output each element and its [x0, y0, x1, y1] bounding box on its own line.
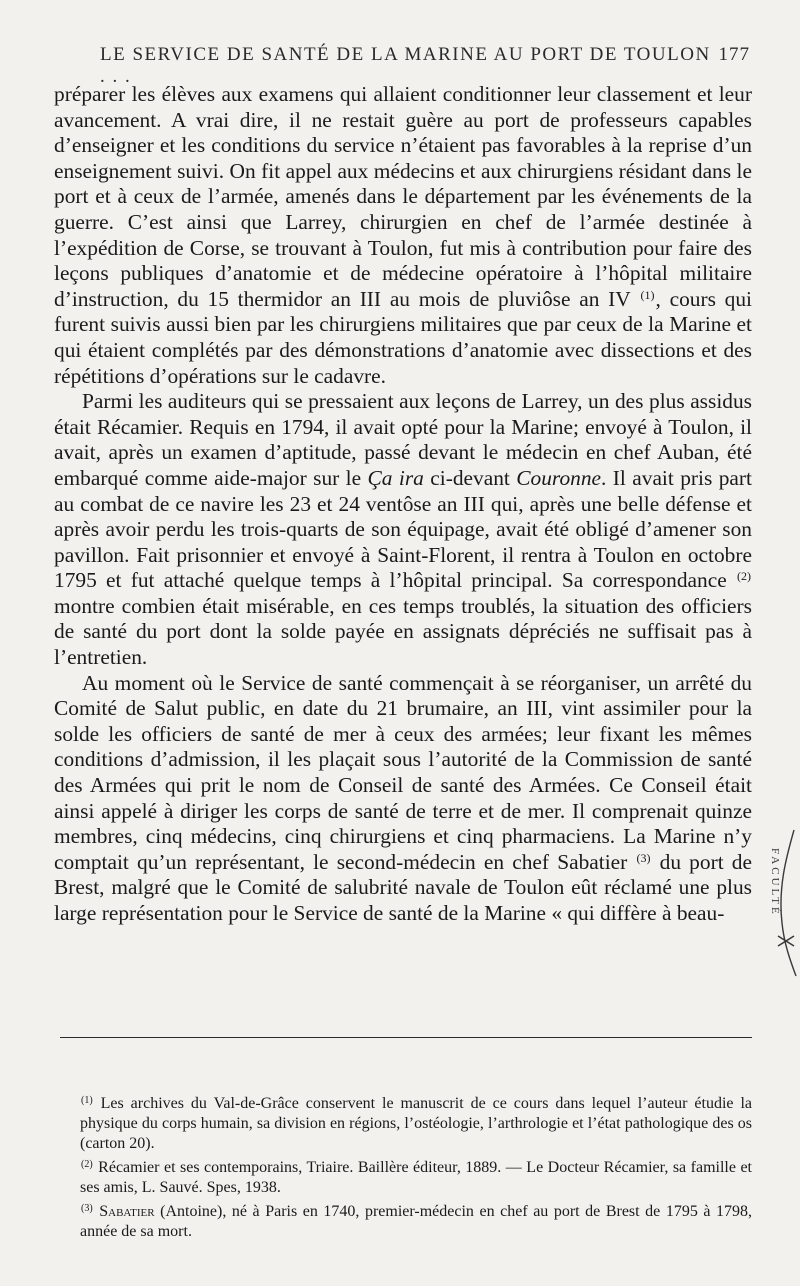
- footnote-2: [80, 1158, 752, 1198]
- footnote-ref-1[interactable]: (1): [640, 287, 655, 302]
- footnotes: [80, 1094, 752, 1246]
- p2-roman-year: III: [463, 491, 485, 516]
- body-text: [54, 82, 752, 927]
- footnote-ref-2[interactable]: (2): [736, 569, 751, 584]
- footnote-3: [80, 1202, 752, 1242]
- footnote-text: Récamier et ses contemporains, Triaire. Baillère éditeur, 1889. — Le Docteur Récamier, sa famille et ses amis, L. Sauvé. Spes, 1938.: [80, 1159, 753, 1196]
- footnote-divider: [60, 1037, 752, 1038]
- library-stamp-icon: [764, 828, 798, 978]
- footnote-marker: (2): [81, 1159, 93, 1170]
- stamp-text: FACULTÉ: [769, 848, 781, 917]
- p1-roman-year-1: III: [359, 286, 382, 311]
- paragraph-1: [54, 82, 752, 389]
- p3-roman-year: III: [526, 696, 548, 721]
- footnote-text: Les archives du Val-de-Grâce conservent le manuscrit de ce cours dans lequel l’auteur étudie la physique du corps humain, sa division en régions, l’ostéologie, l’arthrologie et l’état pathologique des os (carton 20).: [80, 1095, 753, 1152]
- p1-text-a: préparer les élèves aux examens qui allaient conditionner leur classement et leur avancement. A vrai dire, il ne restait guère au port de professeurs capables d’enseigner et les conditions du service n’étaient pas favorables à la reprise d’un enseignement suivi. On fit appel aux médecins et aux chirurgiens résidant dans le port et à ceux de l’armée, amenés dans le département par les événements de la guerre. C’est ainsi que Larrey, chirurgien en chef de l’armée destinée à l’expédition de Corse, se trouvant à Toulon, fut mis à contribution pour faire des leçons publiques d’anatomie et de médecine opératoire à l’hôpital militaire d’instruction, du 15 thermidor an: [54, 82, 752, 311]
- p1-text-c: , cours qui furent suivis aussi bien par les chirurgiens militaires que par ceux de la Marine et qui étaient complétés par des démonstrations d’anatomie avec dissections et des répétitions d’opérations sur le cadavre.: [54, 286, 752, 388]
- ship-name-couronne: Couronne: [516, 465, 602, 490]
- running-title: LE SERVICE DE SANTÉ DE LA MARINE AU PORT DE TOULON . . .: [100, 44, 711, 87]
- ship-name-ca-ira: Ça ira: [367, 465, 424, 490]
- footnote-marker: (3): [81, 1203, 93, 1214]
- p2-text-a: Parmi les auditeurs qui se pressaient aux leçons de Larrey, un des plus assidus était Récamier. Requis en 1794, il avait opté pour la Marine; envoyé à Toulon, il avait, après un examen d’aptitude, passé devant le médecin en chef Auban, été embarqué comme aide-major sur le: [54, 389, 752, 490]
- footnote-ref-3[interactable]: (3): [636, 850, 651, 865]
- p2-text-d: qui, après une belle défense et après avoir perdu les trois-quarts de son équipage, avait été obligé d’amener son pavillon. Fait prisonnier et envoyé à Saint-Florent, il rentra à Toulon en octobre 1795 et fut attaché quelque temps à l’hôpital principal. Sa correspondance: [54, 491, 752, 593]
- page-number: 177: [718, 44, 750, 65]
- p2-text-e: montre combien était misérable, en ces temps troublés, la situation des officiers de santé du port dont la solde payée en assignats dépréciés ne suffisait pas à l’entretien.: [54, 593, 752, 670]
- footnote-person-name: Sabatier: [99, 1203, 155, 1220]
- paragraph-2: [54, 389, 752, 671]
- paragraph-3: [54, 671, 752, 927]
- p2-text-c: . Il avait pris part au combat de ce navire les 23 et 24 ventôse an: [54, 465, 752, 516]
- footnote-1: [80, 1094, 752, 1154]
- p1-roman-year-2: IV: [608, 286, 631, 311]
- footnote-text: (Antoine), né à Paris en 1740, premier-médecin en chef au port de Brest de 1795 à 1798, année de sa mort.: [80, 1203, 753, 1240]
- p3-text-b: , vint assimiler pour la solde les officiers de santé de mer à ceux des armées; leur fixant les mêmes conditions d’admission, il les plaçait sous l’autorité de la Commission de santé des Armées qui prit le nom de Conseil de santé des Armées. Ce Conseil était ainsi appelé à diriger les corps de santé de terre et de mer. Il comprenait quinze membres, cinq médecins, cinq chirurgiens et cinq pharmaciens. La Marine n’y comptait qu’un représentant, le second-médecin en chef Sabatier: [54, 696, 753, 874]
- p3-text-a: Au moment où le Service de santé commençait à se réorganiser, un arrêté du Comité de Salut public, en date du 21 brumaire, an: [54, 670, 752, 721]
- footnote-marker: (1): [81, 1095, 93, 1106]
- p1-text-b: au mois de pluviôse an: [389, 286, 600, 311]
- p2-text-b: ci-devant: [430, 465, 510, 490]
- p3-text-c: du port de Brest, malgré que le Comité de salubrité navale de Toulon eût réclamé une plus large représentation pour le Service de santé de la Marine « qui diffère à beau-: [54, 849, 752, 925]
